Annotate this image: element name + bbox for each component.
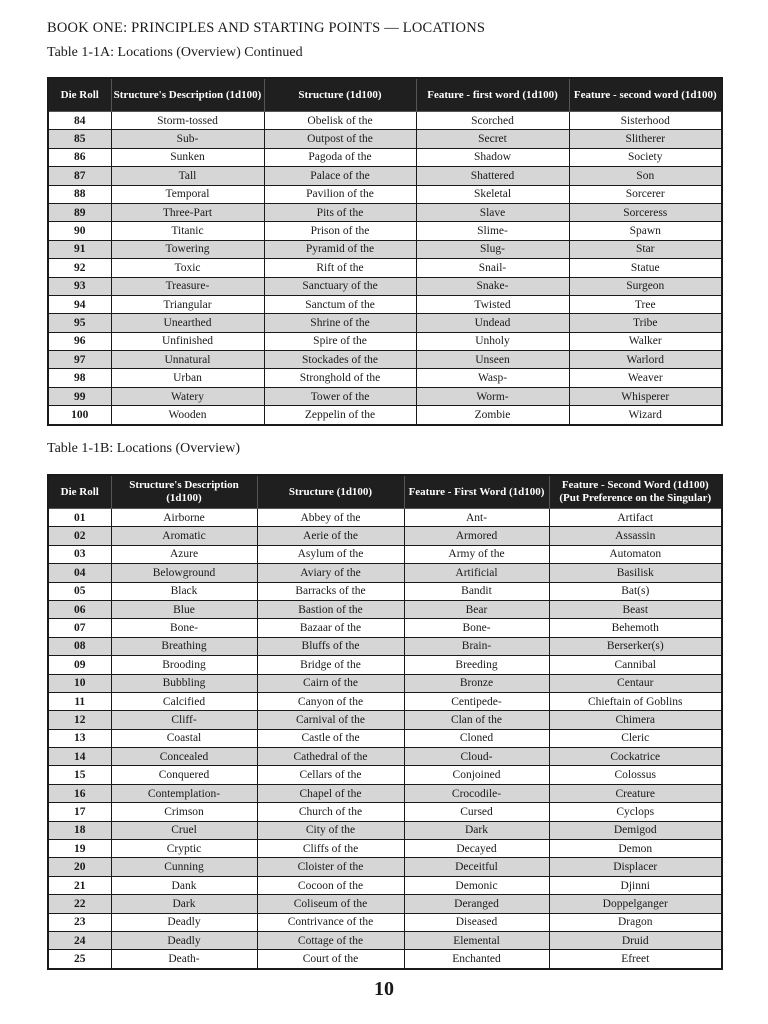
table-cell: Dank	[111, 876, 257, 894]
die-roll-cell: 23	[48, 913, 111, 931]
locations-table-1a	[47, 77, 723, 426]
table-cell: Unnatural	[111, 351, 264, 369]
table-header-row	[48, 475, 722, 509]
table-cell: Slitherer	[569, 130, 722, 148]
table-cell: Demigod	[549, 821, 722, 839]
table-row	[48, 332, 722, 350]
die-roll-cell: 84	[48, 112, 111, 130]
table-cell: Centaur	[549, 674, 722, 692]
table-cell: Artifact	[549, 509, 722, 527]
table-cell: Chapel of the	[257, 784, 404, 802]
table-row	[48, 277, 722, 295]
table-cell: Concealed	[111, 748, 257, 766]
table-cell: Cocoon of the	[257, 876, 404, 894]
die-roll-cell: 12	[48, 711, 111, 729]
table-row	[48, 637, 722, 655]
table-cell: Sanctuary of the	[264, 277, 416, 295]
table-cell: Society	[569, 148, 722, 166]
table-cell: Cruel	[111, 821, 257, 839]
table-cell: Cliff-	[111, 711, 257, 729]
table-row	[48, 895, 722, 913]
table-cell: Aerie of the	[257, 527, 404, 545]
die-roll-cell: 16	[48, 784, 111, 802]
die-roll-cell: 19	[48, 840, 111, 858]
table-cell: Titanic	[111, 222, 264, 240]
table-cell: Surgeon	[569, 277, 722, 295]
die-roll-cell: 86	[48, 148, 111, 166]
table-row	[48, 369, 722, 387]
table-row	[48, 876, 722, 894]
table-cell: Pagoda of the	[264, 148, 416, 166]
table-cell: Unfinished	[111, 332, 264, 350]
table-row	[48, 748, 722, 766]
table-cell: Cloud-	[404, 748, 549, 766]
page-number: 10	[374, 978, 394, 1000]
table-cell: Deadly	[111, 913, 257, 931]
table-cell: Centipede-	[404, 692, 549, 710]
table-cell: Cyclops	[549, 803, 722, 821]
die-roll-cell: 13	[48, 729, 111, 747]
table-row	[48, 564, 722, 582]
table-cell: Efreet	[549, 950, 722, 969]
table-cell: Cannibal	[549, 656, 722, 674]
table-row	[48, 240, 722, 258]
table-row	[48, 545, 722, 563]
table-cell: Djinni	[549, 876, 722, 894]
table-cell: Ant-	[404, 509, 549, 527]
die-roll-cell: 17	[48, 803, 111, 821]
table-cell: Airborne	[111, 509, 257, 527]
table-cell: Deranged	[404, 895, 549, 913]
table-cell: Bronze	[404, 674, 549, 692]
die-roll-cell: 24	[48, 931, 111, 949]
table-cell: Behemoth	[549, 619, 722, 637]
table-row	[48, 674, 722, 692]
table-cell: Triangular	[111, 295, 264, 313]
table-row	[48, 314, 722, 332]
table-cell: Pyramid of the	[264, 240, 416, 258]
table-row	[48, 600, 722, 618]
table-cell: Abbey of the	[257, 509, 404, 527]
table-row	[48, 203, 722, 221]
table-row	[48, 259, 722, 277]
die-roll-cell: 09	[48, 656, 111, 674]
table-cell: Castle of the	[257, 729, 404, 747]
table-cell: Calcified	[111, 692, 257, 710]
table-cell: Deadly	[111, 931, 257, 949]
table-cell: Automaton	[549, 545, 722, 563]
table-cell: Temporal	[111, 185, 264, 203]
table-cell: Pavilion of the	[264, 185, 416, 203]
table-cell: Beast	[549, 600, 722, 618]
table-cell: Coastal	[111, 729, 257, 747]
table-cell: Dark	[404, 821, 549, 839]
table-cell: Breathing	[111, 637, 257, 655]
column-header: Structure (1d100)	[257, 475, 404, 509]
table-cell: Bear	[404, 600, 549, 618]
table-cell: Sisterhood	[569, 112, 722, 130]
table-cell: City of the	[257, 821, 404, 839]
die-roll-cell: 05	[48, 582, 111, 600]
table-row	[48, 167, 722, 185]
table-cell: Chieftain of Goblins	[549, 692, 722, 710]
die-roll-cell: 92	[48, 259, 111, 277]
table-cell: Sub-	[111, 130, 264, 148]
table-row	[48, 406, 722, 425]
table-cell: Deceitful	[404, 858, 549, 876]
table-cell: Asylum of the	[257, 545, 404, 563]
table-cell: Sorceress	[569, 203, 722, 221]
table-cell: Assassin	[549, 527, 722, 545]
table-cell: Carnival of the	[257, 711, 404, 729]
table-cell: Contemplation-	[111, 784, 257, 802]
table-cell: Cottage of the	[257, 931, 404, 949]
column-header: Feature - First Word (1d100)	[404, 475, 549, 509]
table-row	[48, 112, 722, 130]
table-cell: Slug-	[416, 240, 569, 258]
table-cell: Weaver	[569, 369, 722, 387]
table-cell: Bone-	[404, 619, 549, 637]
table-cell: Colossus	[549, 766, 722, 784]
die-roll-cell: 25	[48, 950, 111, 969]
table-cell: Whisperer	[569, 387, 722, 405]
table-cell: Demonic	[404, 876, 549, 894]
table-row	[48, 619, 722, 637]
table-cell: Church of the	[257, 803, 404, 821]
table-row	[48, 913, 722, 931]
table-cell: Scorched	[416, 112, 569, 130]
table-cell: Worm-	[416, 387, 569, 405]
die-roll-cell: 07	[48, 619, 111, 637]
table-cell: Outpost of the	[264, 130, 416, 148]
table-cell: Walker	[569, 332, 722, 350]
table-cell: Warlord	[569, 351, 722, 369]
table-cell: Cliffs of the	[257, 840, 404, 858]
column-header: Feature - Second Word (1d100) (Put Preference on the Singular)	[549, 475, 722, 509]
table-cell: Statue	[569, 259, 722, 277]
table-row	[48, 729, 722, 747]
table-cell: Coliseum of the	[257, 895, 404, 913]
column-header: Feature - first word (1d100)	[416, 78, 569, 112]
table-cell: Shattered	[416, 167, 569, 185]
table-cell: Wasp-	[416, 369, 569, 387]
table-cell: Treasure-	[111, 277, 264, 295]
locations-table-1b	[47, 474, 723, 970]
table-cell: Zeppelin of the	[264, 406, 416, 425]
table-cell: Undead	[416, 314, 569, 332]
die-roll-cell: 96	[48, 332, 111, 350]
table-cell: Brain-	[404, 637, 549, 655]
table-cell: Death-	[111, 950, 257, 969]
die-roll-cell: 94	[48, 295, 111, 313]
table-cell: Palace of the	[264, 167, 416, 185]
table-cell: Conjoined	[404, 766, 549, 784]
table-row	[48, 527, 722, 545]
table-cell: Black	[111, 582, 257, 600]
table-cell: Twisted	[416, 295, 569, 313]
table-row	[48, 950, 722, 969]
table-row	[48, 766, 722, 784]
table-row	[48, 130, 722, 148]
die-roll-cell: 91	[48, 240, 111, 258]
table-cell: Displacer	[549, 858, 722, 876]
table-cell: Snake-	[416, 277, 569, 295]
die-roll-cell: 06	[48, 600, 111, 618]
die-roll-cell: 87	[48, 167, 111, 185]
table-row	[48, 148, 722, 166]
table-cell: Sanctum of the	[264, 295, 416, 313]
table-row	[48, 784, 722, 802]
table-cell: Cathedral of the	[257, 748, 404, 766]
die-roll-cell: 95	[48, 314, 111, 332]
table-cell: Cloister of the	[257, 858, 404, 876]
die-roll-cell: 88	[48, 185, 111, 203]
table-cell: Toxic	[111, 259, 264, 277]
die-roll-cell: 02	[48, 527, 111, 545]
table-cell: Prison of the	[264, 222, 416, 240]
table-cell: Belowground	[111, 564, 257, 582]
column-header: Structure's Description (1d100)	[111, 78, 264, 112]
table-cell: Tribe	[569, 314, 722, 332]
table-cell: Armored	[404, 527, 549, 545]
column-header: Structure (1d100)	[264, 78, 416, 112]
table-cell: Bubbling	[111, 674, 257, 692]
table-cell: Bastion of the	[257, 600, 404, 618]
die-roll-cell: 89	[48, 203, 111, 221]
die-roll-cell: 21	[48, 876, 111, 894]
die-roll-cell: 15	[48, 766, 111, 784]
table-cell: Unseen	[416, 351, 569, 369]
die-roll-cell: 08	[48, 637, 111, 655]
table-cell: Demon	[549, 840, 722, 858]
book-header: BOOK ONE: PRINCIPLES AND STARTING POINTS — LOCATIONS	[47, 20, 486, 36]
die-roll-cell: 100	[48, 406, 111, 425]
table-cell: Druid	[549, 931, 722, 949]
table-cell: Dragon	[549, 913, 722, 931]
table-cell: Conquered	[111, 766, 257, 784]
table-row	[48, 931, 722, 949]
die-roll-cell: 98	[48, 369, 111, 387]
table-cell: Urban	[111, 369, 264, 387]
table-cell: Shrine of the	[264, 314, 416, 332]
table-cell: Bluffs of the	[257, 637, 404, 655]
table-cell: Enchanted	[404, 950, 549, 969]
table-cell: Three-Part	[111, 203, 264, 221]
table-row	[48, 351, 722, 369]
table-cell: Army of the	[404, 545, 549, 563]
column-header: Die Roll	[48, 475, 111, 509]
table-cell: Cursed	[404, 803, 549, 821]
table-row	[48, 692, 722, 710]
table-row	[48, 821, 722, 839]
table-cell: Sorcerer	[569, 185, 722, 203]
table-cell: Cloned	[404, 729, 549, 747]
die-roll-cell: 90	[48, 222, 111, 240]
table-cell: Obelisk of the	[264, 112, 416, 130]
table-row	[48, 858, 722, 876]
die-roll-cell: 10	[48, 674, 111, 692]
table-cell: Shadow	[416, 148, 569, 166]
table-row	[48, 656, 722, 674]
table-cell: Pits of the	[264, 203, 416, 221]
table-row	[48, 387, 722, 405]
table-cell: Unearthed	[111, 314, 264, 332]
table-cell: Court of the	[257, 950, 404, 969]
table-cell: Diseased	[404, 913, 549, 931]
column-header: Feature - second word (1d100)	[569, 78, 722, 112]
table-cell: Bone-	[111, 619, 257, 637]
table-cell: Elemental	[404, 931, 549, 949]
table-cell: Contrivance of the	[257, 913, 404, 931]
table-cell: Breeding	[404, 656, 549, 674]
table-cell: Bandit	[404, 582, 549, 600]
table-cell: Brooding	[111, 656, 257, 674]
table-cell: Dark	[111, 895, 257, 913]
table-cell: Secret	[416, 130, 569, 148]
die-roll-cell: 99	[48, 387, 111, 405]
die-roll-cell: 20	[48, 858, 111, 876]
table-cell: Sunken	[111, 148, 264, 166]
table-cell: Skeletal	[416, 185, 569, 203]
table-cell: Rift of the	[264, 259, 416, 277]
table-cell: Creature	[549, 784, 722, 802]
table-cell: Spawn	[569, 222, 722, 240]
table-cell: Berserker(s)	[549, 637, 722, 655]
table-cell: Cunning	[111, 858, 257, 876]
table-cell: Aromatic	[111, 527, 257, 545]
table-cell: Spire of the	[264, 332, 416, 350]
die-roll-cell: 85	[48, 130, 111, 148]
die-roll-cell: 01	[48, 509, 111, 527]
table-header-row	[48, 78, 722, 112]
die-roll-cell: 93	[48, 277, 111, 295]
table-cell: Tower of the	[264, 387, 416, 405]
table-row	[48, 222, 722, 240]
table-1b-title: Table 1-1B: Locations (Overview)	[47, 441, 241, 456]
die-roll-cell: 14	[48, 748, 111, 766]
die-roll-cell: 18	[48, 821, 111, 839]
table-cell: Unholy	[416, 332, 569, 350]
table-cell: Chimera	[549, 711, 722, 729]
table-row	[48, 185, 722, 203]
table-row	[48, 840, 722, 858]
column-header: Die Roll	[48, 78, 111, 112]
table-cell: Canyon of the	[257, 692, 404, 710]
die-roll-cell: 97	[48, 351, 111, 369]
table-cell: Zombie	[416, 406, 569, 425]
table-cell: Bazaar of the	[257, 619, 404, 637]
table-cell: Slave	[416, 203, 569, 221]
table-row	[48, 509, 722, 527]
table-cell: Wooden	[111, 406, 264, 425]
table-cell: Cairn of the	[257, 674, 404, 692]
table-cell: Son	[569, 167, 722, 185]
table-cell: Watery	[111, 387, 264, 405]
table-cell: Azure	[111, 545, 257, 563]
table-cell: Decayed	[404, 840, 549, 858]
table-cell: Slime-	[416, 222, 569, 240]
table-cell: Aviary of the	[257, 564, 404, 582]
table-cell: Cockatrice	[549, 748, 722, 766]
table-cell: Crimson	[111, 803, 257, 821]
table-cell: Artificial	[404, 564, 549, 582]
table-cell: Tree	[569, 295, 722, 313]
table-cell: Basilisk	[549, 564, 722, 582]
die-roll-cell: 04	[48, 564, 111, 582]
die-roll-cell: 11	[48, 692, 111, 710]
table-cell: Crocodile-	[404, 784, 549, 802]
table-1a-title: Table 1-1A: Locations (Overview) Continued	[47, 45, 303, 60]
table-row	[48, 803, 722, 821]
table-cell: Cleric	[549, 729, 722, 747]
table-cell: Tall	[111, 167, 264, 185]
table-cell: Clan of the	[404, 711, 549, 729]
table-cell: Wizard	[569, 406, 722, 425]
die-roll-cell: 03	[48, 545, 111, 563]
table-cell: Bridge of the	[257, 656, 404, 674]
table-cell: Storm-tossed	[111, 112, 264, 130]
table-cell: Cellars of the	[257, 766, 404, 784]
table-row	[48, 711, 722, 729]
table-cell: Cryptic	[111, 840, 257, 858]
table-cell: Bat(s)	[549, 582, 722, 600]
table-cell: Star	[569, 240, 722, 258]
table-cell: Doppelganger	[549, 895, 722, 913]
table-cell: Snail-	[416, 259, 569, 277]
table-row	[48, 295, 722, 313]
table-row	[48, 582, 722, 600]
table-cell: Stronghold of the	[264, 369, 416, 387]
table-cell: Stockades of the	[264, 351, 416, 369]
table-cell: Barracks of the	[257, 582, 404, 600]
table-cell: Towering	[111, 240, 264, 258]
column-header: Structure's Description (1d100)	[111, 475, 257, 509]
die-roll-cell: 22	[48, 895, 111, 913]
table-cell: Blue	[111, 600, 257, 618]
